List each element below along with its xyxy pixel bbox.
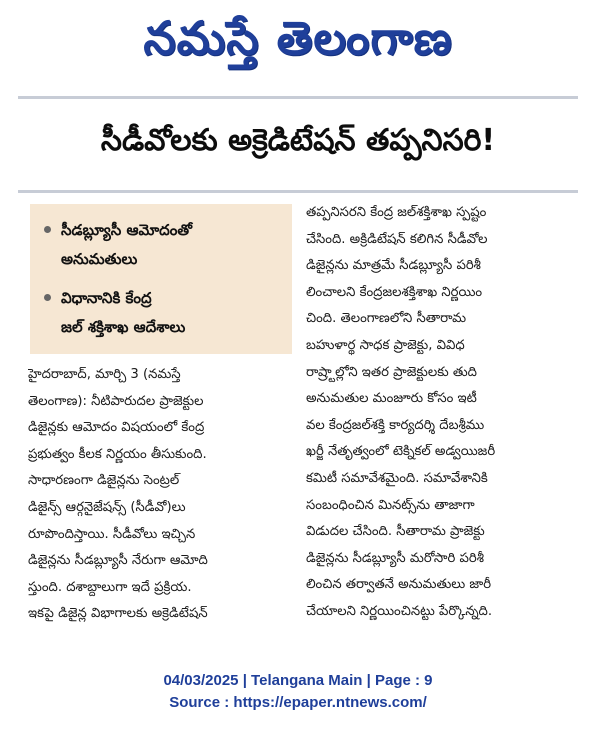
- bullet-icon: [44, 226, 51, 233]
- body-line: తప్పనిసరని కేంద్ర జల్‌శక్తిశాఖ స్పష్టం: [306, 205, 487, 220]
- body-line: హైదరాబాద్, మార్చి 3 (నమస్తే: [28, 367, 181, 382]
- highlight-item: [44, 216, 282, 274]
- body-line: ప్రభుత్వం కీలక నిర్ణయం తీసుకుంది.: [28, 446, 207, 462]
- body-line: డిజైన్లను సీడబ్ల్యూసీ మరోసారి పరిశీ: [306, 550, 484, 566]
- headline-top-rule: [18, 96, 578, 99]
- body-line: వల కేంద్రజల్‌శక్తి కార్యదర్శి దేబశ్రీము: [306, 417, 485, 433]
- source-footer: [0, 670, 596, 714]
- body-line: డిజైన్లను సీడబ్ల్యూసీ నేరుగా ఆమోది: [28, 553, 208, 569]
- article-column-right: [306, 200, 574, 626]
- article-column-left: [28, 362, 296, 628]
- highlights-box: [30, 204, 292, 354]
- highlight-line: అనుమతులు: [61, 250, 138, 268]
- body-line: విడుదల చేసింది. సీతారామ ప్రాజెక్టు: [306, 524, 485, 540]
- highlight-item: [44, 284, 282, 342]
- headline: [0, 104, 596, 184]
- body-line: సాధారణంగా డిజైన్లను సెంట్రల్: [28, 473, 180, 489]
- body-line: కమిటీ సమావేశమైంది. సమావేశానికి: [306, 470, 488, 486]
- body-line: తెలంగాణ): నీటిపారుదల ప్రాజెక్టుల: [28, 393, 204, 409]
- body-line: చేయాలని నిర్ణయించినట్టు పేర్కొన్నది.: [306, 603, 493, 619]
- bullet-icon: [44, 294, 51, 301]
- masthead-title: నమస్తే తెలంగాణ: [143, 11, 453, 65]
- headline-bottom-rule: [18, 190, 578, 193]
- body-line: బహుళార్థ సాధక ప్రాజెక్టు, వివిధ: [306, 337, 465, 353]
- highlight-line: జల్ శక్తిశాఖ ఆదేశాలు: [61, 318, 186, 336]
- headline-text: సీడీవోలకు అక్రెడిటేషన్ తప్పనిసరి!: [100, 123, 496, 158]
- body-line: డిజైన్లకు ఆమోదం విషయంలో కేంద్ర: [28, 420, 205, 436]
- highlight-line: విధానానికి కేంద్ర: [61, 289, 152, 307]
- body-line: లించాలని కేంద్రజలశక్తిశాఖ నిర్ణయిం: [306, 284, 483, 300]
- body-line: డిజైన్లను మాత్రమే సీడబ్ల్యూసీ పరిశీ: [306, 258, 481, 274]
- highlight-line: సీడబ్ల్యూసీ ఆమోదంతో: [61, 221, 193, 239]
- newspaper-masthead: [0, 0, 596, 88]
- body-line: చేసింది. అక్రిడిటేషన్ కలిగిన సీడీవోల: [306, 231, 488, 247]
- footer-date-page: 04/03/2025 | Telangana Main | Page : 9: [163, 672, 433, 689]
- body-line: చింది. తెలంగాణలోని సీతారామ: [306, 311, 467, 327]
- body-line: ఖర్జీ నేతృత్వంలో టెక్నికల్ అడ్వయిజరీ: [306, 444, 496, 460]
- body-line: డిజైన్స్ ఆర్గనైజేషన్స్ (సీడీవో)లు: [28, 499, 186, 515]
- body-line: అనుమతుల మంజూరు కోసం ఇటీ: [306, 391, 477, 407]
- body-line: స్తుంది. దశాబ్దాలుగా ఇదే ప్రక్రియ.: [28, 579, 192, 595]
- body-line: రాష్ర్టాల్లోని ఇతర ప్రాజెక్టులకు తుది: [306, 364, 477, 380]
- body-line: ఇకపై డిజైన్ల విభాగాలకు అక్రెడిటేషన్: [28, 606, 208, 622]
- footer-source: Source : https://epaper.ntnews.com/: [169, 694, 427, 711]
- body-line: లించిన తర్వాతనే అనుమతులు జారీ: [306, 577, 492, 593]
- body-line: సంబంధించిన మినట్స్‌ను తాజాగా: [306, 497, 475, 513]
- body-line: రూపొందిస్తాయి. సీడీవోలు ఇచ్చిన: [28, 526, 196, 542]
